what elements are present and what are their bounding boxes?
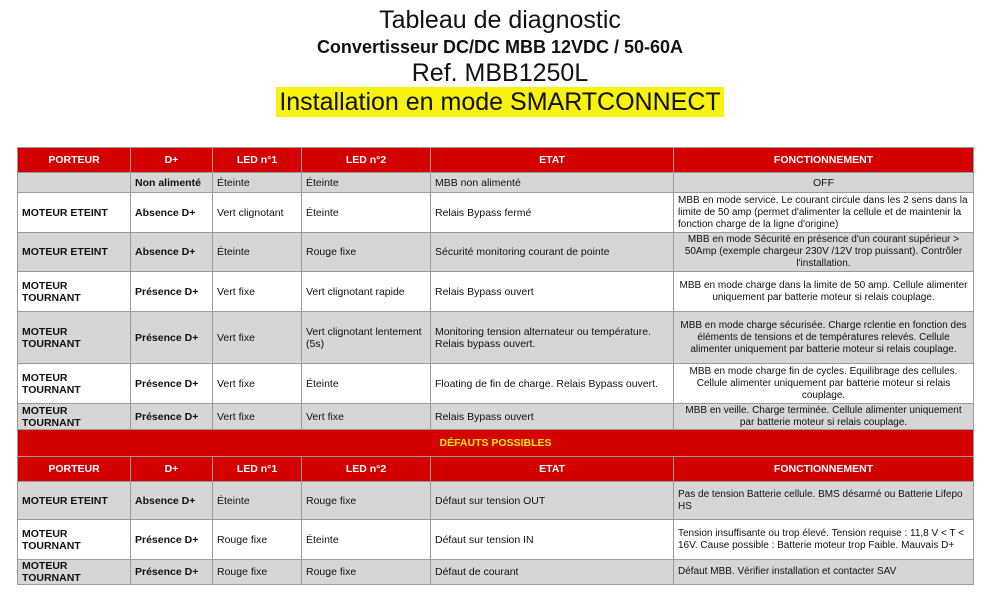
cell-etat: Floating de fin de charge. Relais Bypass ouvert.	[431, 364, 674, 404]
cell-led1: Rouge fixe	[213, 520, 302, 560]
cell-porteur: MOTEUR ETEINT	[18, 482, 131, 520]
cell-etat: Sécurité monitoring courant de pointe	[431, 233, 674, 272]
cell-porteur	[18, 173, 131, 193]
cell-fonctionnement: MBB en mode charge sécurisée. Charge rclentie en fonction des éléments de tensions et de températures relevés. Cellule alimenter uniquement par batterie moteur si relais couplage.	[674, 312, 974, 364]
document-title: Tableau de diagnostic	[379, 6, 621, 34]
cell-fonctionnement: OFF	[674, 173, 974, 193]
cell-led2: Rouge fixe	[302, 560, 431, 585]
cell-led2: Vert clignotant rapide	[302, 272, 431, 312]
cell-d-plus: Présence D+	[131, 520, 213, 560]
column-header: LED n°1	[213, 148, 302, 173]
column-header: PORTEUR	[18, 148, 131, 173]
cell-led1: Éteinte	[213, 173, 302, 193]
table-header-row	[18, 148, 974, 173]
defaults-section-title: DÉFAUTS POSSIBLES	[18, 430, 974, 457]
cell-fonctionnement: MBB en mode service. Le courant circule dans les 2 sens dans la limite de 50 amp (permet d'alimenter la cellule et de maintenir la fonction charge de la ligne d'origine)	[674, 193, 974, 233]
cell-porteur: MOTEUR TOURNANT	[18, 312, 131, 364]
cell-d-plus: Présence D+	[131, 364, 213, 404]
cell-etat: Défaut de courant	[431, 560, 674, 585]
cell-fonctionnement: MBB en mode charge fin de cycles. Equilibrage des cellules. Cellule alimenter uniquement par batterie moteur si relais couplage.	[674, 364, 974, 404]
cell-d-plus: Présence D+	[131, 404, 213, 430]
cell-etat: Relais Bypass ouvert	[431, 404, 674, 430]
installation-mode-highlight: Installation en mode SMARTCONNECT	[276, 87, 723, 117]
cell-etat: Relais Bypass fermé	[431, 193, 674, 233]
cell-etat: Défaut sur tension OUT	[431, 482, 674, 520]
cell-led2: Éteinte	[302, 364, 431, 404]
cell-led2: Éteinte	[302, 520, 431, 560]
cell-porteur: MOTEUR TOURNANT	[18, 272, 131, 312]
diagnostic-table	[17, 147, 974, 585]
table-row	[18, 560, 974, 585]
cell-d-plus: Non alimenté	[131, 173, 213, 193]
cell-d-plus: Présence D+	[131, 272, 213, 312]
table-row	[18, 520, 974, 560]
cell-led2: Rouge fixe	[302, 482, 431, 520]
cell-etat: Relais Bypass ouvert	[431, 272, 674, 312]
cell-led1: Éteinte	[213, 482, 302, 520]
column-header: LED n°1	[213, 457, 302, 482]
cell-fonctionnement: Tension insuffisante ou trop élevé. Tension requise : 11,8 V < T < 16V. Cause possible : Batterie moteur trop Faible. Mauvais D+	[674, 520, 974, 560]
cell-led1: Vert fixe	[213, 272, 302, 312]
cell-etat: Défaut sur tension IN	[431, 520, 674, 560]
cell-d-plus: Absence D+	[131, 193, 213, 233]
cell-led1: Vert fixe	[213, 404, 302, 430]
cell-d-plus: Présence D+	[131, 560, 213, 585]
column-header: FONCTIONNEMENT	[674, 457, 974, 482]
column-header: ETAT	[431, 457, 674, 482]
cell-led2: Vert fixe	[302, 404, 431, 430]
column-header: D+	[131, 457, 213, 482]
cell-led1: Vert fixe	[213, 312, 302, 364]
defaults-section-row	[18, 430, 974, 457]
cell-led2: Vert clignotant lentement (5s)	[302, 312, 431, 364]
cell-fonctionnement: Pas de tension Batterie cellule. BMS désarmé ou Batterie Lifepo HS	[674, 482, 974, 520]
table-row	[18, 482, 974, 520]
table-row	[18, 404, 974, 430]
table-header-row	[18, 457, 974, 482]
cell-porteur: MOTEUR TOURNANT	[18, 364, 131, 404]
cell-etat: Monitoring tension alternateur ou température. Relais bypass ouvert.	[431, 312, 674, 364]
column-header: FONCTIONNEMENT	[674, 148, 974, 173]
table-row	[18, 193, 974, 233]
document-subtitle: Convertisseur DC/DC MBB 12VDC / 50-60A	[316, 37, 684, 57]
column-header: PORTEUR	[18, 457, 131, 482]
column-header: D+	[131, 148, 213, 173]
cell-porteur: MOTEUR TOURNANT	[18, 404, 131, 430]
cell-fonctionnement: Défaut MBB. Vérifier installation et contacter SAV	[674, 560, 974, 585]
cell-led1: Rouge fixe	[213, 560, 302, 585]
cell-led1: Vert fixe	[213, 364, 302, 404]
cell-porteur: MOTEUR ETEINT	[18, 193, 131, 233]
document-reference: Ref. MBB1250L	[411, 59, 589, 87]
cell-porteur: MOTEUR TOURNANT	[18, 560, 131, 585]
table-row	[18, 312, 974, 364]
cell-etat: MBB non alimenté	[431, 173, 674, 193]
table-row	[18, 364, 974, 404]
cell-led1: Éteinte	[213, 233, 302, 272]
table-row	[18, 272, 974, 312]
cell-fonctionnement: MBB en veille. Charge terminée. Cellule alimenter uniquement par batterie moteur si relais couplage.	[674, 404, 974, 430]
cell-led2: Éteinte	[302, 193, 431, 233]
column-header: LED n°2	[302, 457, 431, 482]
table-row	[18, 173, 974, 193]
cell-porteur: MOTEUR TOURNANT	[18, 520, 131, 560]
column-header: LED n°2	[302, 148, 431, 173]
cell-fonctionnement: MBB en mode Sécurité en présence d'un courant supérieur > 50Amp (exemple chargeur 230V /12V trop puissant). Contrôler l'installation.	[674, 233, 974, 272]
cell-led2: Éteinte	[302, 173, 431, 193]
cell-d-plus: Absence D+	[131, 482, 213, 520]
cell-porteur: MOTEUR ETEINT	[18, 233, 131, 272]
cell-led1: Vert clignotant	[213, 193, 302, 233]
document-header	[0, 0, 1000, 117]
table-row	[18, 233, 974, 272]
column-header: ETAT	[431, 148, 674, 173]
cell-d-plus: Présence D+	[131, 312, 213, 364]
cell-led2: Rouge fixe	[302, 233, 431, 272]
cell-fonctionnement: MBB en mode charge dans la limite de 50 amp. Cellule alimenter uniquement par batterie moteur si relais couplage.	[674, 272, 974, 312]
cell-d-plus: Absence D+	[131, 233, 213, 272]
